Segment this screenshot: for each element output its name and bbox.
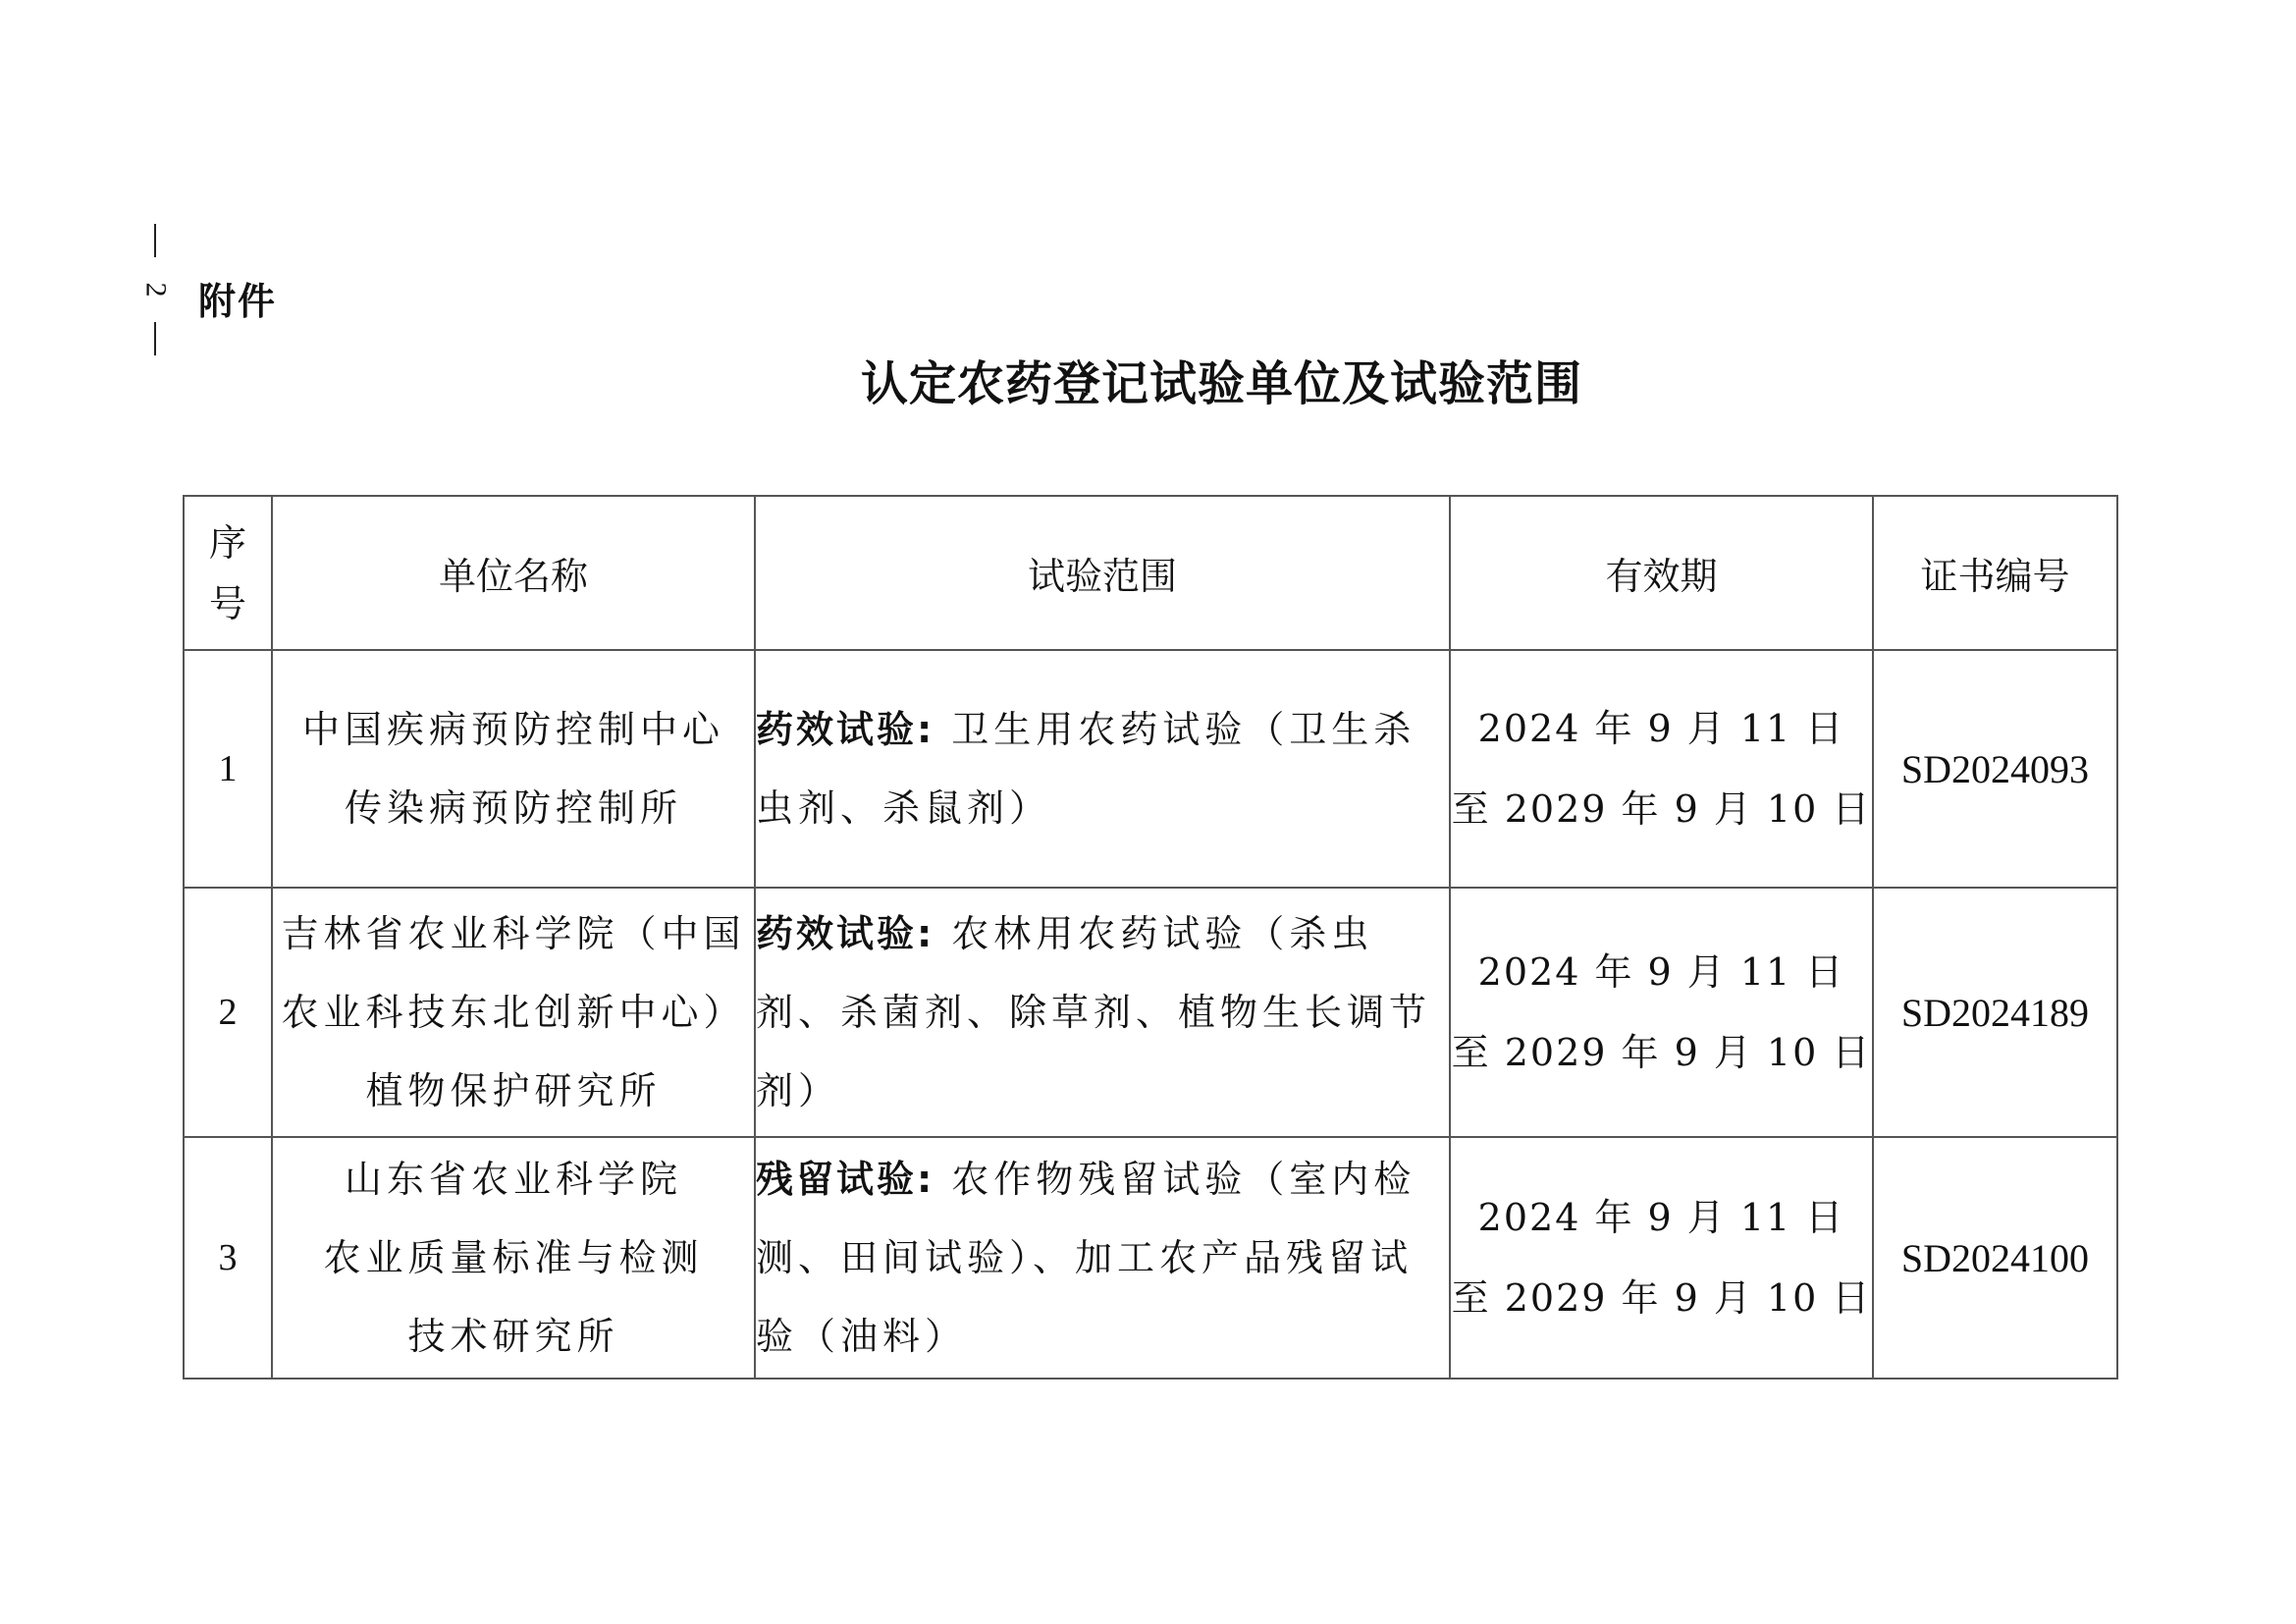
row-certificate-number: SD2024100 <box>1873 1137 2117 1379</box>
row-serial: 2 <box>184 888 272 1137</box>
header-unit-name: 单位名称 <box>272 496 755 650</box>
page-number-dash-top <box>154 224 156 257</box>
header-test-scope: 试验范围 <box>755 496 1450 650</box>
header-certificate-number: 证书编号 <box>1873 496 2117 650</box>
row-test-scope <box>755 650 1450 888</box>
header-serial-line2: 号 <box>208 581 246 625</box>
page-number-value: 2 <box>139 282 172 298</box>
row-certificate-number: SD2024189 <box>1873 888 2117 1137</box>
scope-detail: 农林用农药试验（杀虫剂、杀菌剂、除草剂、植物生长调节剂） <box>756 912 1432 1112</box>
table-row <box>184 888 2117 1137</box>
valid-from: 2024 年 9 月 11 日 <box>1477 950 1845 994</box>
registration-table <box>183 495 2118 1380</box>
valid-to: 至 2029 年 9 月 10 日 <box>1451 787 1872 831</box>
valid-from: 2024 年 9 月 11 日 <box>1477 707 1845 750</box>
row-serial: 1 <box>184 650 272 888</box>
table-header-row <box>184 496 2117 650</box>
table-row <box>184 650 2117 888</box>
row-unit-name <box>272 1137 755 1379</box>
row-test-scope <box>755 1137 1450 1379</box>
unit-line: 技术研究所 <box>407 1315 619 1358</box>
unit-line: 山东省农业科学院 <box>344 1158 682 1201</box>
row-validity <box>1450 1137 1873 1379</box>
scope-kind: 药效试验: <box>756 912 935 955</box>
table-row <box>184 1137 2117 1379</box>
header-serial-number <box>184 496 272 650</box>
attachment-label: 附件 <box>198 280 278 323</box>
scope-kind: 药效试验: <box>756 708 935 751</box>
header-serial-line1: 序 <box>208 520 246 565</box>
unit-line: 传染病预防控制所 <box>344 786 682 830</box>
row-validity <box>1450 650 1873 888</box>
valid-to: 至 2029 年 9 月 10 日 <box>1451 1031 1872 1074</box>
valid-from: 2024 年 9 月 11 日 <box>1477 1196 1845 1239</box>
scope-detail: 农作物残留试验（室内检测、田间试验）、加工农产品残留试验（油料） <box>756 1158 1416 1358</box>
unit-line: 吉林省农业科学院（中国农业科技东北创新中心）植物保护研究所 <box>281 912 746 1112</box>
unit-line: 中国疾病预防控制中心 <box>301 708 724 751</box>
row-unit-name <box>272 888 755 1137</box>
row-test-scope <box>755 888 1450 1137</box>
scope-detail: 卫生用农药试验（卫生杀虫剂、杀鼠剂） <box>756 708 1416 830</box>
row-unit-name <box>272 650 755 888</box>
scope-kind: 残留试验: <box>756 1158 935 1201</box>
row-serial: 3 <box>184 1137 272 1379</box>
header-validity: 有效期 <box>1450 496 1873 650</box>
page-number <box>135 224 175 361</box>
valid-to: 至 2029 年 9 月 10 日 <box>1451 1276 1872 1320</box>
row-validity <box>1450 888 1873 1137</box>
unit-line: 农业质量标准与检测 <box>323 1236 704 1279</box>
row-certificate-number: SD2024093 <box>1873 650 2117 888</box>
document-title: 认定农药登记试验单位及试验范围 <box>860 356 1582 411</box>
